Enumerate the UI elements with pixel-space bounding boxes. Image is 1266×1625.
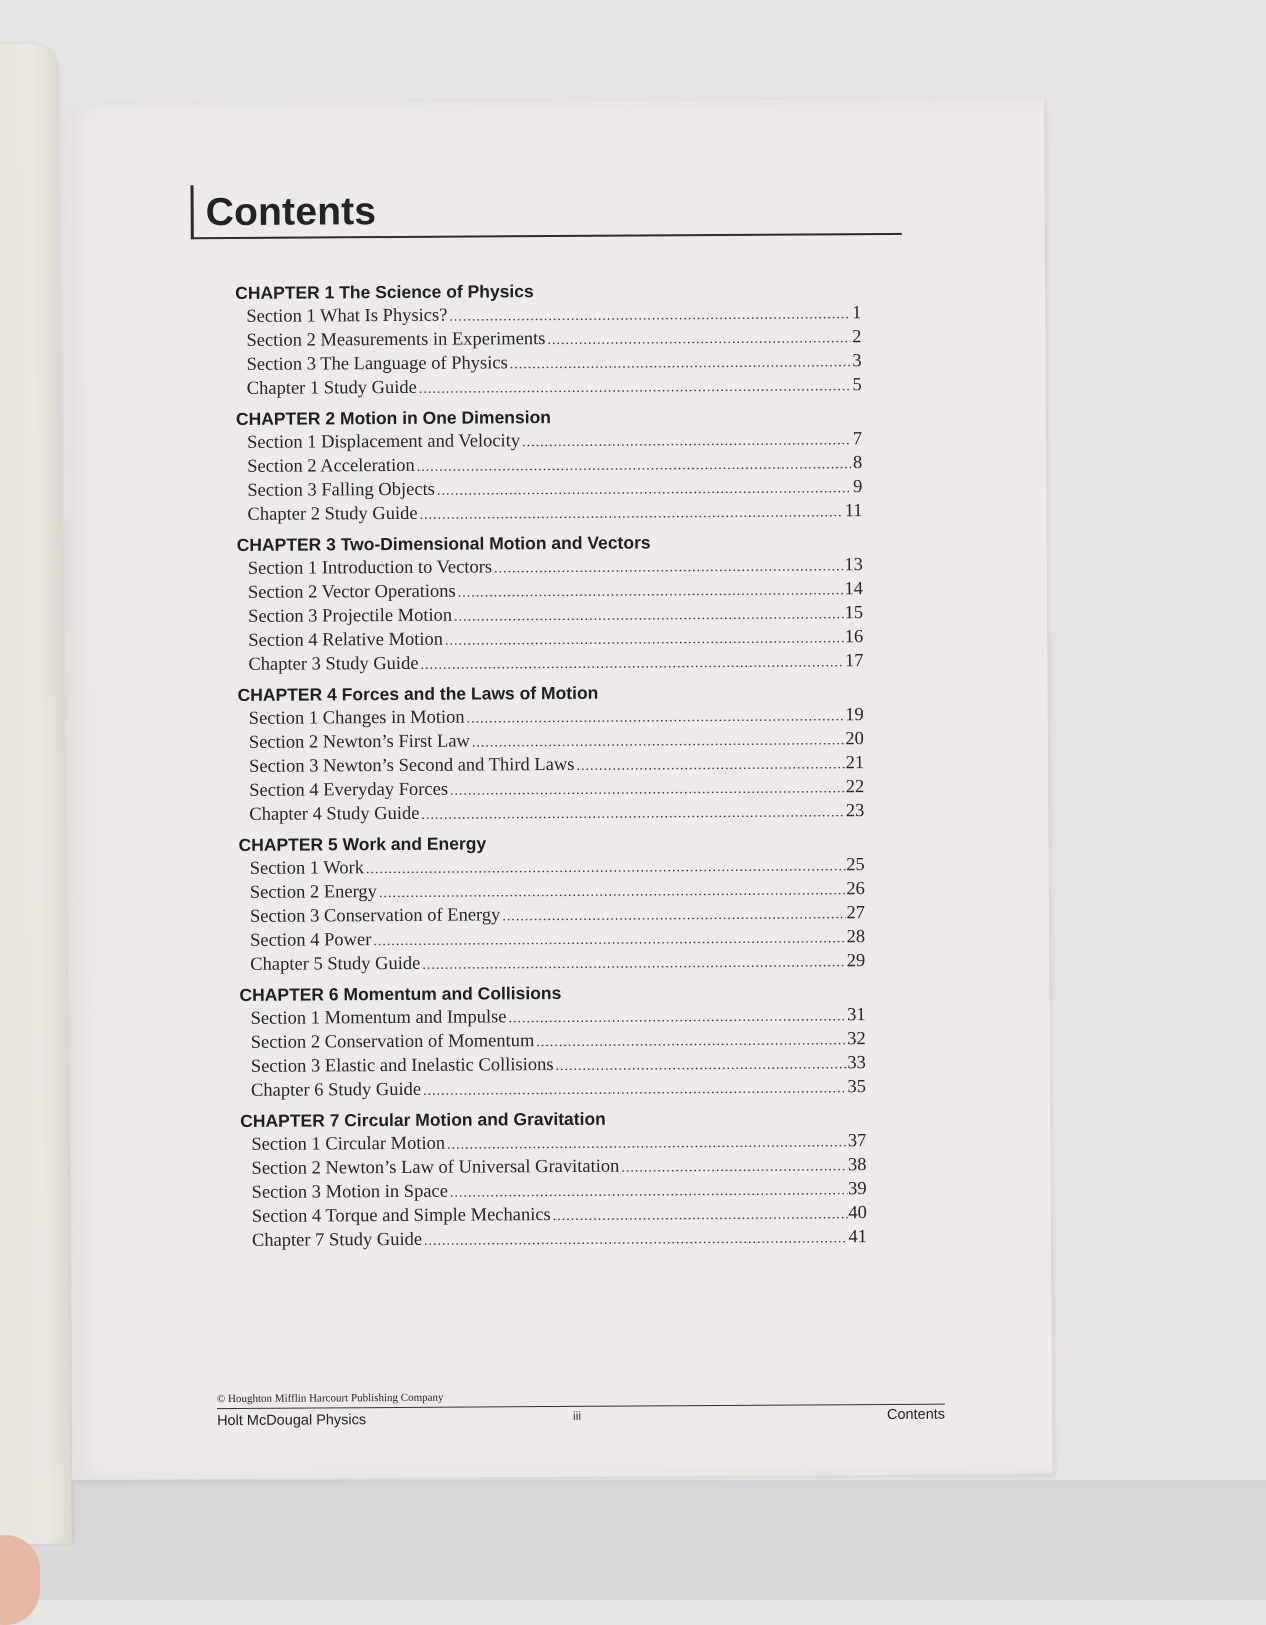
dot-leader	[458, 579, 844, 605]
toc-entry[interactable]	[250, 949, 865, 977]
chapter-title: CHAPTER 4 Forces and the Laws of Motion	[237, 682, 599, 705]
toc-entry-page: 29	[846, 951, 866, 972]
toc-entry-label: Chapter 1 Study Guide	[246, 377, 417, 399]
dot-leader	[424, 1227, 848, 1254]
toc-entry-label: Section 1 Circular Motion	[251, 1133, 446, 1155]
dot-leader	[420, 501, 844, 528]
chapter-block-6	[239, 979, 866, 1103]
toc-entry-label: Section 2 Vector Operations	[247, 581, 456, 603]
dot-leader	[621, 1155, 847, 1180]
toc-entry-page: 13	[844, 555, 863, 576]
toc-entry-page: 1	[851, 303, 862, 324]
toc-entry-page: 22	[845, 777, 865, 798]
dot-leader	[555, 1053, 846, 1079]
toc-entry-label: Section 1 Work	[249, 858, 365, 879]
toc-entry[interactable]	[248, 577, 863, 605]
toc-entry[interactable]	[252, 1201, 867, 1229]
dot-leader	[553, 1203, 848, 1229]
toc-entry-page: 27	[846, 903, 866, 924]
dot-leader	[373, 927, 845, 954]
dot-leader	[422, 951, 846, 978]
dot-leader	[447, 1131, 847, 1157]
dot-leader	[494, 555, 843, 581]
toc-entry[interactable]	[248, 625, 863, 653]
dot-leader	[423, 1077, 847, 1104]
toc-entry-label: Section 2 Measurements in Experiments	[246, 329, 546, 351]
dot-leader	[536, 1029, 846, 1055]
toc-entry[interactable]	[246, 325, 861, 353]
chapter-entries	[238, 703, 865, 827]
toc-entry-label: Section 3 Conservation of Energy	[249, 905, 501, 927]
toc-entry-page: 35	[847, 1077, 867, 1098]
chapter-title: CHAPTER 1 The Science of Physics	[235, 281, 534, 303]
toc-entry-label: Chapter 3 Study Guide	[248, 653, 419, 675]
toc-entry-page: 8	[852, 453, 863, 474]
dot-leader	[417, 453, 852, 480]
toc-entry-label: Chapter 2 Study Guide	[247, 503, 418, 525]
page-number: iii	[572, 1408, 582, 1423]
chapter-block-7	[240, 1105, 867, 1253]
page-footer	[217, 1389, 945, 1433]
dot-leader	[472, 729, 845, 755]
footer-section-name: Contents	[886, 1406, 946, 1423]
toc-entry-label: Section 4 Everyday Forces	[249, 779, 449, 801]
toc-entry-page: 16	[844, 627, 864, 648]
toc-entry[interactable]	[249, 703, 864, 731]
toc-entry-label: Chapter 6 Study Guide	[250, 1079, 422, 1101]
dot-leader	[576, 753, 844, 779]
toc-entry[interactable]	[251, 1027, 866, 1055]
dot-leader	[502, 903, 845, 929]
toc-entry[interactable]	[251, 1051, 866, 1079]
dot-leader	[454, 603, 844, 629]
chapter-block-1	[235, 277, 862, 401]
dot-leader	[508, 1005, 846, 1031]
toc-entry-label: Section 2 Conservation of Momentum	[250, 1031, 535, 1053]
page-header	[190, 181, 901, 239]
toc-entry-page: 40	[848, 1203, 867, 1224]
toc-entry-page: 41	[848, 1227, 867, 1248]
toc-entry-page: 33	[847, 1053, 866, 1074]
toc-entry[interactable]	[249, 799, 864, 827]
toc-entry-label: Section 2 Newton’s First Law	[248, 731, 470, 753]
toc-entry-page: 19	[845, 705, 864, 726]
chapter-block-2	[236, 403, 863, 527]
toc-entry-label: Chapter 7 Study Guide	[251, 1229, 423, 1251]
dot-leader	[421, 801, 845, 828]
toc-entry-label: Section 1 Momentum and Impulse	[250, 1007, 507, 1029]
chapter-entries	[237, 553, 864, 677]
chapter-entries	[240, 1129, 867, 1253]
dot-leader	[379, 879, 846, 906]
toc-entry[interactable]	[251, 1003, 866, 1031]
toc-entry[interactable]	[252, 1177, 867, 1205]
toc-entry[interactable]	[250, 925, 865, 953]
toc-entry-label: Section 1 Introduction to Vectors	[247, 557, 493, 579]
toc-entry-page: 31	[847, 1005, 866, 1026]
toc-entry-page: 9	[853, 477, 863, 498]
toc-entry[interactable]	[251, 1153, 866, 1181]
toc-entry[interactable]	[249, 751, 864, 779]
toc-entry-page: 38	[847, 1155, 867, 1176]
toc-entry-label: Section 1 What Is Physics?	[246, 305, 448, 327]
chapter-block-5	[238, 829, 865, 977]
toc-entry-page: 3	[852, 351, 862, 372]
toc-entry-label: Section 1 Changes in Motion	[248, 707, 465, 729]
toc-entry-page: 25	[846, 855, 865, 876]
toc-entry[interactable]	[247, 349, 862, 377]
toc-entry-label: Chapter 4 Study Guide	[249, 803, 420, 825]
book-title: Holt McDougal Physics	[216, 1412, 367, 1430]
toc-entry-page: 39	[848, 1179, 867, 1200]
toc-entry[interactable]	[250, 901, 865, 929]
toc-entry[interactable]	[252, 1225, 867, 1253]
chapter-title: CHAPTER 2 Motion in One Dimension	[235, 407, 551, 429]
copyright-notice: © Houghton Mifflin Harcourt Publishing Company	[216, 1391, 444, 1406]
toc-entry-label: Section 4 Power	[250, 930, 372, 951]
toc-entry[interactable]	[251, 1129, 866, 1157]
toc-entry-label: Section 3 The Language of Physics	[246, 353, 508, 375]
toc-entry-label: Section 2 Energy	[249, 882, 377, 903]
facing-page-edge	[0, 44, 72, 1545]
toc-entry-page: 28	[846, 927, 866, 948]
toc-entry-page: 21	[845, 753, 865, 774]
toc-entry-page: 17	[844, 651, 864, 672]
dot-leader	[510, 351, 851, 377]
dot-leader	[467, 705, 845, 731]
chapter-entries	[240, 1003, 867, 1103]
chapter-block-4	[238, 679, 865, 827]
dot-leader	[450, 1179, 847, 1205]
dot-leader	[419, 375, 851, 402]
chapter-title: CHAPTER 7 Circular Motion and Gravitation	[240, 1108, 606, 1131]
toc-entry[interactable]	[246, 301, 861, 329]
dot-leader	[522, 429, 851, 455]
toc-entry-label: Section 3 Newton’s Second and Third Laws	[248, 754, 575, 777]
dot-leader	[449, 303, 850, 329]
toc-entry-page: 7	[852, 429, 863, 450]
chapter-title: CHAPTER 6 Momentum and Collisions	[239, 982, 562, 1005]
toc-entry-label: Section 3 Elastic and Inelastic Collisions	[250, 1055, 554, 1077]
chapter-title: CHAPTER 3 Two-Dimensional Motion and Vectors	[236, 532, 651, 555]
toc-entry-page: 14	[844, 579, 864, 600]
toc-entry[interactable]	[248, 601, 863, 629]
toc-entry-label: Section 2 Acceleration	[247, 455, 415, 477]
toc-entry[interactable]	[247, 451, 862, 479]
chapter-block-3	[237, 529, 864, 677]
toc-entry-page: 23	[845, 801, 865, 822]
toc-entry-page: 2	[852, 327, 862, 348]
dot-leader	[420, 651, 844, 678]
dot-leader	[366, 855, 845, 882]
toc-entry-page: 20	[845, 729, 864, 750]
toc-entry[interactable]	[247, 373, 862, 401]
toc-entry[interactable]	[251, 1075, 866, 1103]
dot-leader	[547, 327, 850, 353]
toc-entry[interactable]	[249, 727, 864, 755]
table-of-contents	[235, 277, 867, 1259]
chapter-title: CHAPTER 5 Work and Energy	[238, 833, 487, 855]
toc-entry-page: 5	[852, 375, 862, 396]
dot-leader	[437, 477, 852, 504]
toc-entry[interactable]	[250, 853, 865, 881]
dot-leader	[445, 627, 844, 653]
toc-entry[interactable]	[247, 499, 862, 527]
toc-entry-label: Section 3 Falling Objects	[247, 479, 435, 501]
toc-entry-label: Chapter 5 Study Guide	[250, 953, 421, 975]
contents-page	[64, 98, 1052, 1480]
table-surface	[0, 1480, 1266, 1600]
toc-entry[interactable]	[250, 877, 865, 905]
toc-entry-page: 32	[847, 1029, 866, 1050]
chapter-entries	[235, 301, 862, 401]
toc-entry[interactable]	[247, 475, 862, 503]
toc-entry-page: 37	[847, 1131, 867, 1152]
toc-entry-label: Section 3 Projectile Motion	[248, 605, 453, 627]
toc-entry[interactable]	[247, 427, 862, 455]
chapter-entries	[236, 427, 863, 527]
toc-entry[interactable]	[248, 649, 863, 677]
toc-entry-label: Section 3 Motion in Space	[251, 1181, 449, 1203]
toc-entry[interactable]	[249, 775, 864, 803]
toc-entry-label: Section 4 Torque and Simple Mechanics	[251, 1205, 551, 1227]
toc-entry-page: 11	[844, 501, 863, 522]
toc-entry-page: 15	[844, 603, 864, 624]
toc-entry-page: 26	[846, 879, 865, 900]
toc-entry[interactable]	[248, 553, 863, 581]
toc-entry-label: Section 1 Displacement and Velocity	[247, 431, 521, 453]
dot-leader	[450, 777, 845, 803]
chapter-entries	[239, 853, 866, 977]
toc-entry-label: Section 4 Relative Motion	[248, 629, 444, 651]
toc-entry-label: Section 2 Newton’s Law of Universal Gravitation	[251, 1156, 620, 1179]
page-title: Contents	[205, 190, 377, 235]
